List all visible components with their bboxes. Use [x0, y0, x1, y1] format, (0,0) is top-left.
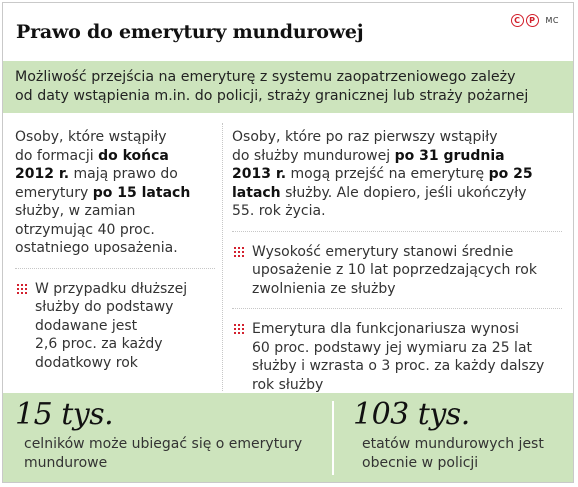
dot-grid-icon: [17, 284, 29, 294]
banner-line-2: od daty wstąpienia m.in. do policji, straży granicznej lub straży pożarnej: [15, 88, 529, 104]
stat-police: [353, 397, 563, 472]
stat-description: etatów mundurowych jest obecnie w policji: [362, 436, 544, 471]
left-column: [15, 128, 215, 372]
right-separator-1: [232, 231, 562, 232]
dot-grid-icon: [234, 324, 246, 334]
copyright-c-icon: C: [511, 14, 524, 27]
left-separator: [15, 268, 215, 269]
right-bullet-1: Wysokość emerytury stanowi średnie uposażenie z 10 lat poprzedzających rok zwolnienia ze służby: [232, 243, 562, 299]
column-divider: [222, 123, 223, 391]
logo-text: MC: [545, 16, 559, 25]
left-text: Osoby, które wstąpiły do formacji do końca 2012 r. mają prawo do emerytury po 15 latach służby, w zamian otrzymując 40 proc. ostatniego uposażenia.: [15, 129, 191, 256]
copyright-p-icon: P: [526, 14, 539, 27]
left-bullet: W przypadku dłuższej służby do podstawy dodawane jest 2,6 proc. za każdy dodatkowy rok: [15, 280, 215, 373]
right-separator-2: [232, 308, 562, 309]
stats-footer: [3, 393, 573, 482]
dot-grid-icon: [234, 247, 246, 257]
infographic-card: [2, 2, 574, 483]
right-column: [232, 128, 562, 394]
stat-value: 103 tys.: [353, 397, 470, 432]
page-title: Prawo do emerytury mundurowej: [16, 21, 364, 43]
publisher-logo: [511, 14, 560, 27]
banner-line-1: Możliwość przejścia na emeryturę z systemu zaopatrzeniowego zależy: [15, 69, 516, 85]
footer-divider: [332, 401, 334, 475]
stat-value: 15 tys.: [15, 397, 114, 432]
stat-description: celników może ubiegać się o emerytury mundurowe: [24, 436, 303, 471]
intro-banner: [3, 61, 573, 113]
stat-customs: [15, 397, 315, 472]
right-bullet-2: Emerytura dla funkcjonariusza wynosi 60 proc. podstawy jej wymiaru za 25 lat służby i wzrasta o 3 proc. za każdy dalszy rok służby: [232, 320, 562, 394]
right-text: Osoby, które po raz pierwszy wstąpiły do służby mundurowej po 31 grudnia 2013 r. mogą przejść na emeryturę po 25 latach służby. Ale dopiero, jeśli ukończyły 55. rok życia.: [232, 129, 533, 219]
